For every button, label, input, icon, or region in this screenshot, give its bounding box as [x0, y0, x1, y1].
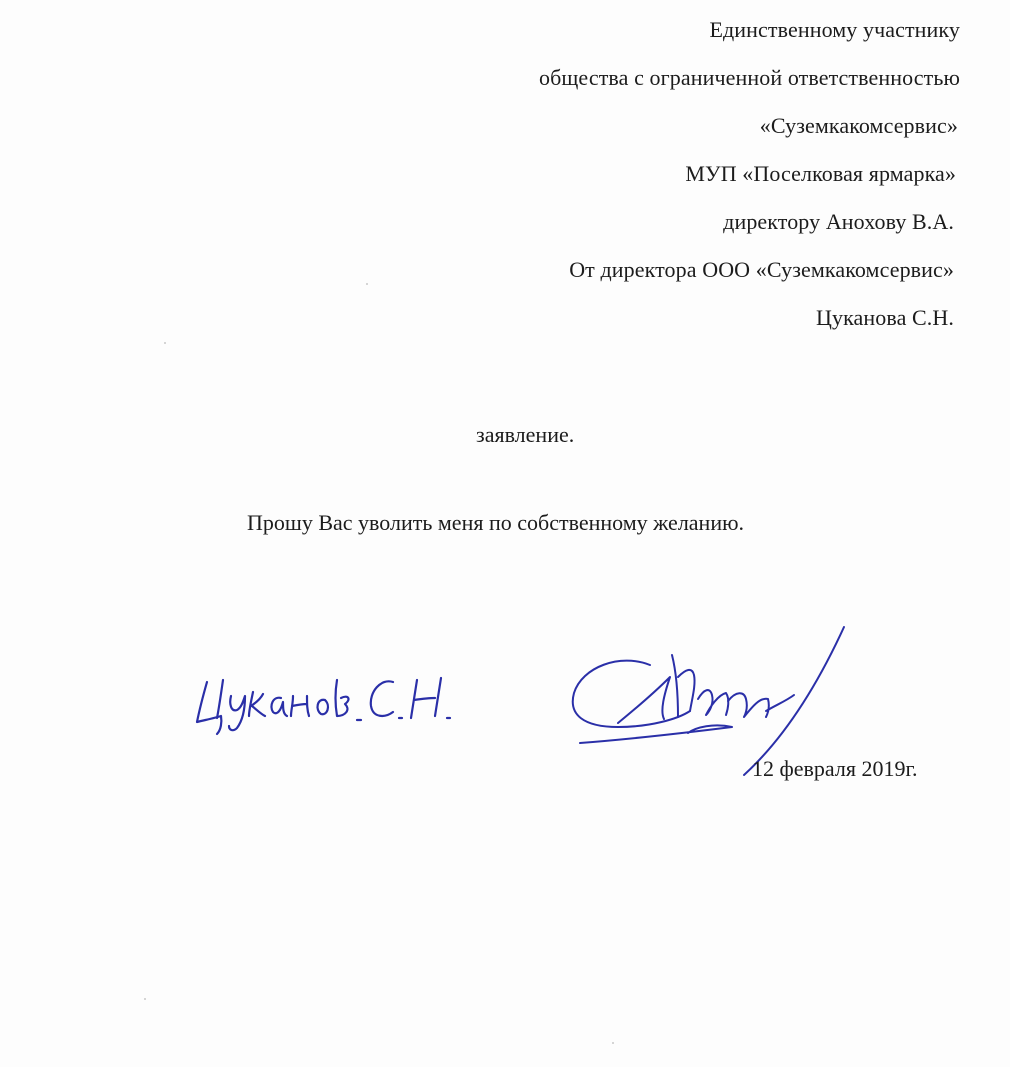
scan-speck: [612, 1042, 614, 1044]
addressee-line: общества с ограниченной ответственностью: [538, 65, 960, 90]
addressee-line: Единственному участнику: [709, 17, 960, 42]
addressee-block: [398, 6, 958, 342]
scan-speck: [366, 283, 368, 285]
addressee-line: МУП «Поселковая ярмарка»: [685, 161, 956, 186]
document-date: 12 февраля 2019г.: [752, 756, 918, 781]
scan-speck: [144, 998, 146, 1000]
sender-line: От директора ООО «Суземкакомсервис»: [569, 257, 954, 282]
addressee-line: «Суземкакомсервис»: [759, 113, 958, 138]
addressee-line: директору Анохову В.А.: [723, 209, 954, 234]
document-title: заявление.: [476, 422, 575, 447]
handwritten-name-signature: [185, 660, 475, 750]
scan-speck: [164, 342, 166, 344]
statement-text: Прошу Вас уволить меня по собственному желанию.: [247, 510, 745, 535]
sender-name: Цуканова С.Н.: [815, 305, 954, 330]
